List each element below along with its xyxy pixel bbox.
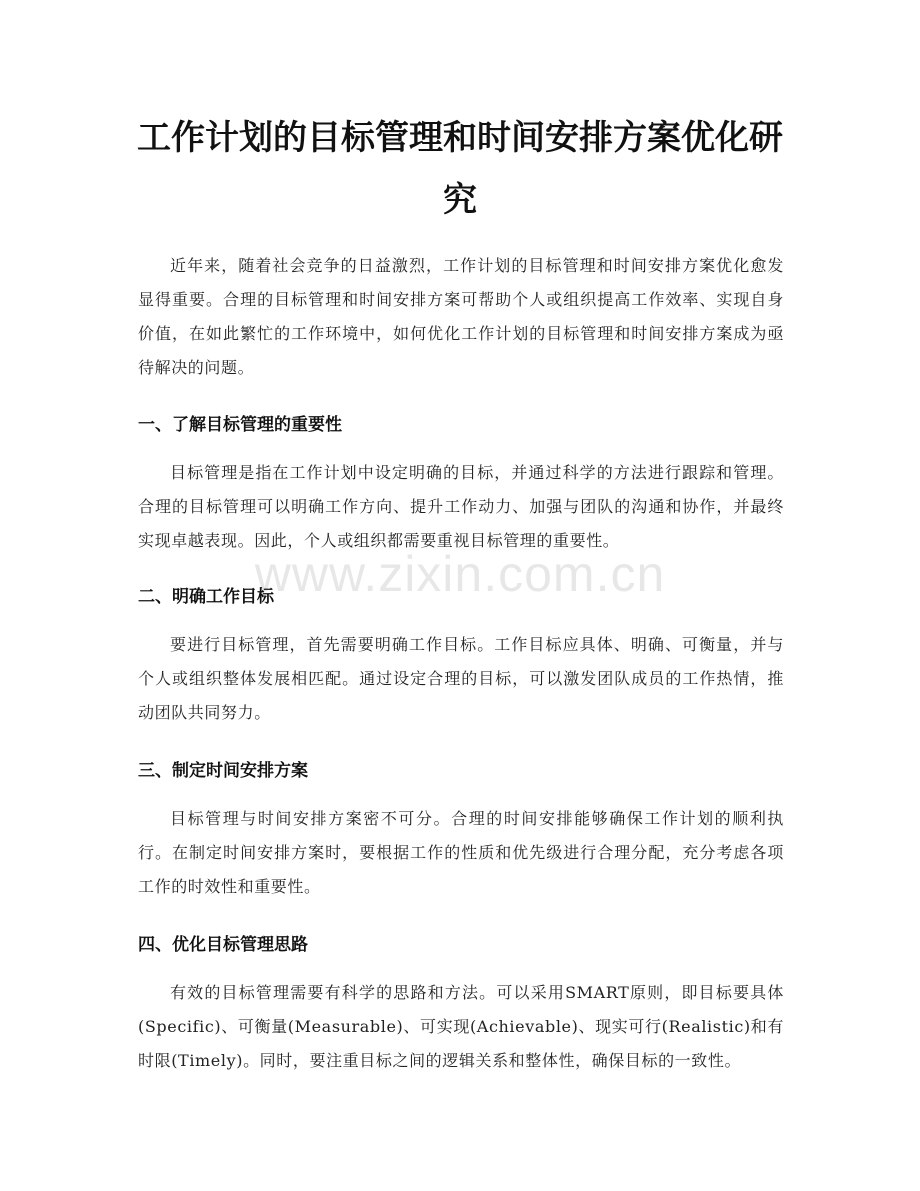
section-heading-3: 三、制定时间安排方案 [138,761,308,781]
page-title-continued: 究 [443,180,477,220]
section-body-3: 目标管理与时间安排方案密不可分。合理的时间安排能够确保工作计划的顺利执行。在制定时间安排方案时，要根据工作的性质和优先级进行合理分配，充分考虑各项工作的时效性和重要性。 [138,809,784,896]
section-body-2: 要进行目标管理，首先需要明确工作目标。工作目标应具体、明确、可衡量，并与个人或组织整体发展相匹配。通过设定合理的目标，可以激发团队成员的工作热情，推动团队共同努力。 [138,635,784,722]
page-title: 工作计划的目标管理和时间安排方案优化研 [137,118,783,158]
watermark-text: www.zixin.com.cn [254,546,666,602]
section-heading-4: 四、优化目标管理思路 [138,935,308,955]
section-heading-1: 一、了解目标管理的重要性 [138,415,342,435]
intro-paragraph: 近年来，随着社会竞争的日益激烈，工作计划的目标管理和时间安排方案优化愈发显得重要。合理的目标管理和时间安排方案可帮助个人或组织提高工作效率、实现自身价值，在如此繁忙的工作环境中，如何优化工作计划的目标管理和时间安排方案成为亟待解决的问题。 [138,256,784,377]
section-body-4: 有效的目标管理需要有科学的思路和方法。可以采用SMART原则，即目标要具体(Specific)、可衡量(Measurable)、可实现(Achievable)、现实可行(Realistic)和有时限(Timely)。同时，要注重目标之间的逻辑关系和整体性，确保目标的一致性。 [138,983,784,1070]
section-heading-2: 二、明确工作目标 [138,587,274,607]
section-body-1: 目标管理是指在工作计划中设定明确的目标，并通过科学的方法进行跟踪和管理。合理的目标管理可以明确工作方向、提升工作动力、加强与团队的沟通和协作，并最终实现卓越表现。因此，个人或组织都需要重视目标管理的重要性。 [138,463,784,550]
